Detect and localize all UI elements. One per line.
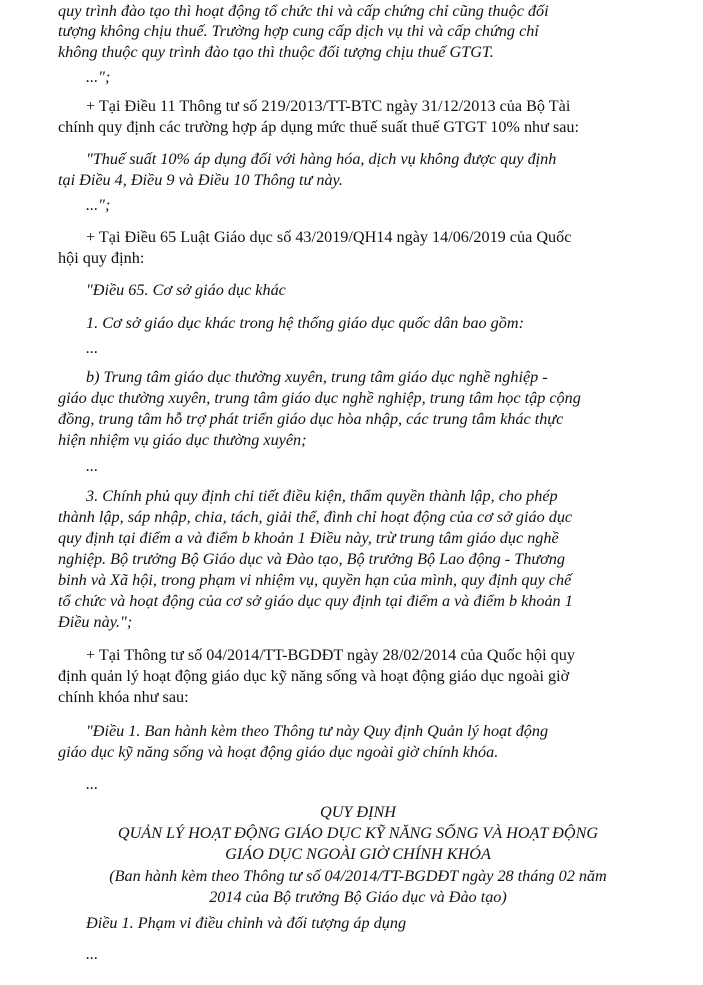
text-line: binh và Xã hội, trong phạm vi nhiệm vụ, quyền hạn của mình, quy định quy chế [58,571,572,589]
text-line: 3. Chính phủ quy định chi tiết điều kiện, thẩm quyền thành lập, cho phép [86,487,558,505]
text-line: b) Trung tâm giáo dục thường xuyên, trung tâm giáo dục nghề nghiệp - [86,368,548,386]
text-line: ..."; [86,196,111,214]
text-line: giáo dục thường xuyên, trung tâm giáo dục nghề nghiệp, trung tâm học tập cộng [58,389,581,407]
text-line: chính khóa như sau: [58,688,189,706]
text-line: nghiệp. Bộ trưởng Bộ Giáo dục và Đào tạo, Bộ trưởng Bộ Lao động - Thương [58,550,565,568]
text-line: ... [86,945,99,963]
text-line: + Tại Thông tư số 04/2014/TT-BGDĐT ngày 28/02/2014 của Quốc hội quy [86,646,575,664]
text-line: tại Điều 4, Điều 9 và Điều 10 Thông tư này. [58,171,343,189]
text-line: tượng không chịu thuế. Trường hợp cung cấp dịch vụ thi và cấp chứng chỉ [58,22,539,40]
heading-title: QUY ĐỊNH [320,803,396,821]
heading-subtitle: GIÁO DỤC NGOÀI GIỜ CHÍNH KHÓA [225,845,491,863]
heading-note: 2014 của Bộ trưởng Bộ Giáo dục và Đào tạo) [209,888,507,906]
text-line: ... [86,457,99,475]
text-line: + Tại Điều 65 Luật Giáo dục số 43/2019/QH14 ngày 14/06/2019 của Quốc [86,228,572,246]
text-line: ..."; [86,68,111,86]
text-line: "Điều 65. Cơ sở giáo dục khác [86,281,286,299]
text-line: hội quy định: [58,249,145,267]
text-line: ... [86,775,99,793]
text-line: Điều 1. Phạm vi điều chỉnh và đối tượng áp dụng [86,914,407,932]
text-line: định quản lý hoạt động giáo dục kỹ năng sống và hoạt động giáo dục ngoài giờ [58,667,570,685]
text-line: + Tại Điều 11 Thông tư số 219/2013/TT-BTC ngày 31/12/2013 của Bộ Tài [86,97,571,115]
text-line: "Thuế suất 10% áp dụng đối với hàng hóa, dịch vụ không được quy định [86,150,557,168]
text-line: không thuộc quy trình đào tạo thì thuộc đối tượng chịu thuế GTGT. [58,43,494,61]
text-line: giáo dục kỹ năng sống và hoạt động giáo dục ngoài giờ chính khóa. [58,743,499,761]
text-line: thành lập, sáp nhập, chia, tách, giải thể, đình chỉ hoạt động của cơ sở giáo dục [58,508,573,526]
text-line: "Điều 1. Ban hành kèm theo Thông tư này Quy định Quản lý hoạt động [86,722,549,740]
text-line: đồng, trung tâm hỗ trợ phát triển giáo dục hòa nhập, các trung tâm khác thực [58,410,564,428]
text-line: hiện nhiệm vụ giáo dục thường xuyên; [58,431,307,449]
text-line: quy trình đào tạo thì hoạt động tổ chức thi và cấp chứng chỉ cũng thuộc đối [58,2,549,20]
text-line: 1. Cơ sở giáo dục khác trong hệ thống giáo dục quốc dân bao gồm: [86,314,524,332]
text-line: Điều này."; [58,613,133,631]
heading-subtitle: QUẢN LÝ HOẠT ĐỘNG GIÁO DỤC KỸ NĂNG SỐNG VÀ HOẠT ĐỘNG [117,824,599,842]
heading-note: (Ban hành kèm theo Thông tư số 04/2014/TT-BGDĐT ngày 28 tháng 02 năm [109,867,607,885]
text-line: ... [86,339,99,357]
text-line: tổ chức và hoạt động của cơ sở giáo dục quy định tại điểm a và điểm b khoản 1 [58,592,573,610]
text-line: quy định tại điểm a và điểm b khoản 1 Điều này, trừ trung tâm giáo dục nghề [58,529,559,547]
text-line: chính quy định các trường hợp áp dụng mức thuế suất thuế GTGT 10% như sau: [58,118,580,136]
